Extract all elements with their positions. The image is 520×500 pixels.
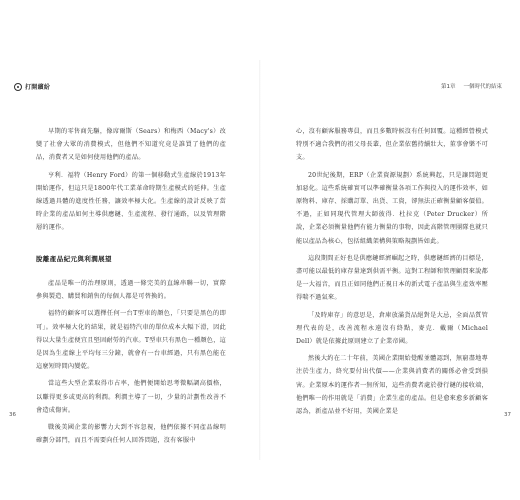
page-number-right: 37: [504, 412, 511, 418]
left-page-header: [14, 82, 50, 91]
chapter-title: 一個時代的結束: [463, 84, 502, 90]
page-number-left: 36: [9, 412, 16, 418]
right-body: [296, 125, 488, 422]
paragraph: 這段期間正好也是供應鏈經濟崛起之時，供應鏈經濟的目標是，盡可能以最低的庫存量達到供需平衡。這對工程師和管理顧問來說都是一大福音，而且正如同他們正視日本的新式電子產品與生產效率壓得喘不過氣來。: [296, 254, 488, 302]
paragraph: 然後大約在二十年前，美國企業開始覺醒並體認到，無窮盡地專注於生產力，終究要付出代價——企業與消費者的關係必會受到損害。企業原本的運作者一無所知，這些消費者處於發行鏈的接收端，他們唯一的作用就是「消費」企業生產的產品。但是愈來愈多新顧客認為，新產品並不好用，美國企業是: [296, 355, 488, 416]
left-body-top: [36, 125, 226, 239]
section-heading: 脫離產品紀元與利潤展望: [36, 255, 112, 263]
paragraph: 「及時庫存」的意思是，倉庫放滿貨品絕對是大忌，全面品質管理代表的是，改善流程永遠沒有終點，麥克．戴爾（Michael Dell）就是依據此原則建立了企業帝國。: [296, 311, 488, 346]
left-body-bottom: [36, 277, 226, 451]
paragraph: 早期的零售商先驅，像席爾斯（Sears）和梅西（Macy's）改變了社會大眾的消費模式，但他們不知道究竟是誰買了他們的產品，消費者又是如何使用他們的產品。: [36, 128, 226, 162]
paragraph: 福特的顧客可以選擇任何一台T型車的顏色，「只要是黑色的即可」。效率極大化的結果，就是福特汽車的單位成本大幅下滑，因此得以大量生產便宜且堅固耐勞的汽車。T型車只有黑色一種顏色，這是因為生產線上平均每三分鐘，就會有一台車經過，只有黑色能在這麼短時間內變乾。: [36, 310, 226, 371]
paragraph: 心，沒有顧客服務專員，而且多數時候沒有任何回覆。這種經營模式特別不適合我們的祖父母長輩，但企業依舊持續壯大，董事會樂不可支。: [296, 128, 488, 162]
paragraph: 產品是唯一的治理原則，透過一條完美的直線串聯一切，實際參與製造、購買和銷售的每個人都是可替換的。: [36, 280, 226, 301]
header-brand: 打開繽紛: [25, 84, 51, 91]
paragraph: 亨利．福特（Henry Ford）的第一個移動式生產線於1913年開始運作，但這只是1800年代工業革命時期生產模式的延伸。生產線透過具體的進度性任務，讓效率極大化。生產線的設計反映了當時企業的產品如何主導供應鏈、生產流程、發行通路，以及管理階層的運作。: [36, 171, 226, 232]
brand-logo-icon: [14, 83, 22, 91]
right-page-header: [441, 82, 502, 90]
paragraph: 戰後美國企業的影響力大到不容忽視，他們依據不同產品線明確劃分部門，而且不需要向任何人回答問題，沒有客服中: [36, 424, 226, 445]
paragraph: 當這些大型企業取得市占率，他們便開始思考微幅調高價格，以賺得更多或更高的利潤。利潤主導了一切，少量的計劃性改善不會造成傷害。: [36, 380, 226, 414]
chapter-label: 第1章: [440, 84, 456, 90]
right-page: [260, 0, 520, 500]
paragraph: 20世紀後期，ERP（企業資源規劃）系統興起，只是讓問題更加惡化。這些系統確實可以準確衡量各項工作與投入的運作效率，如原物料、庫存、採購訂單、出貨、工資，卻無法正確衡量顧客價值。不過，正如同現代管理大師彼得．杜拉克（Peter Drucker）所說，企業必須衡量他們有能力衡量的事物，因此高階管理團隊也就只能以產品為核心，包括組織架構與策略規劃皆如此。: [296, 171, 488, 245]
